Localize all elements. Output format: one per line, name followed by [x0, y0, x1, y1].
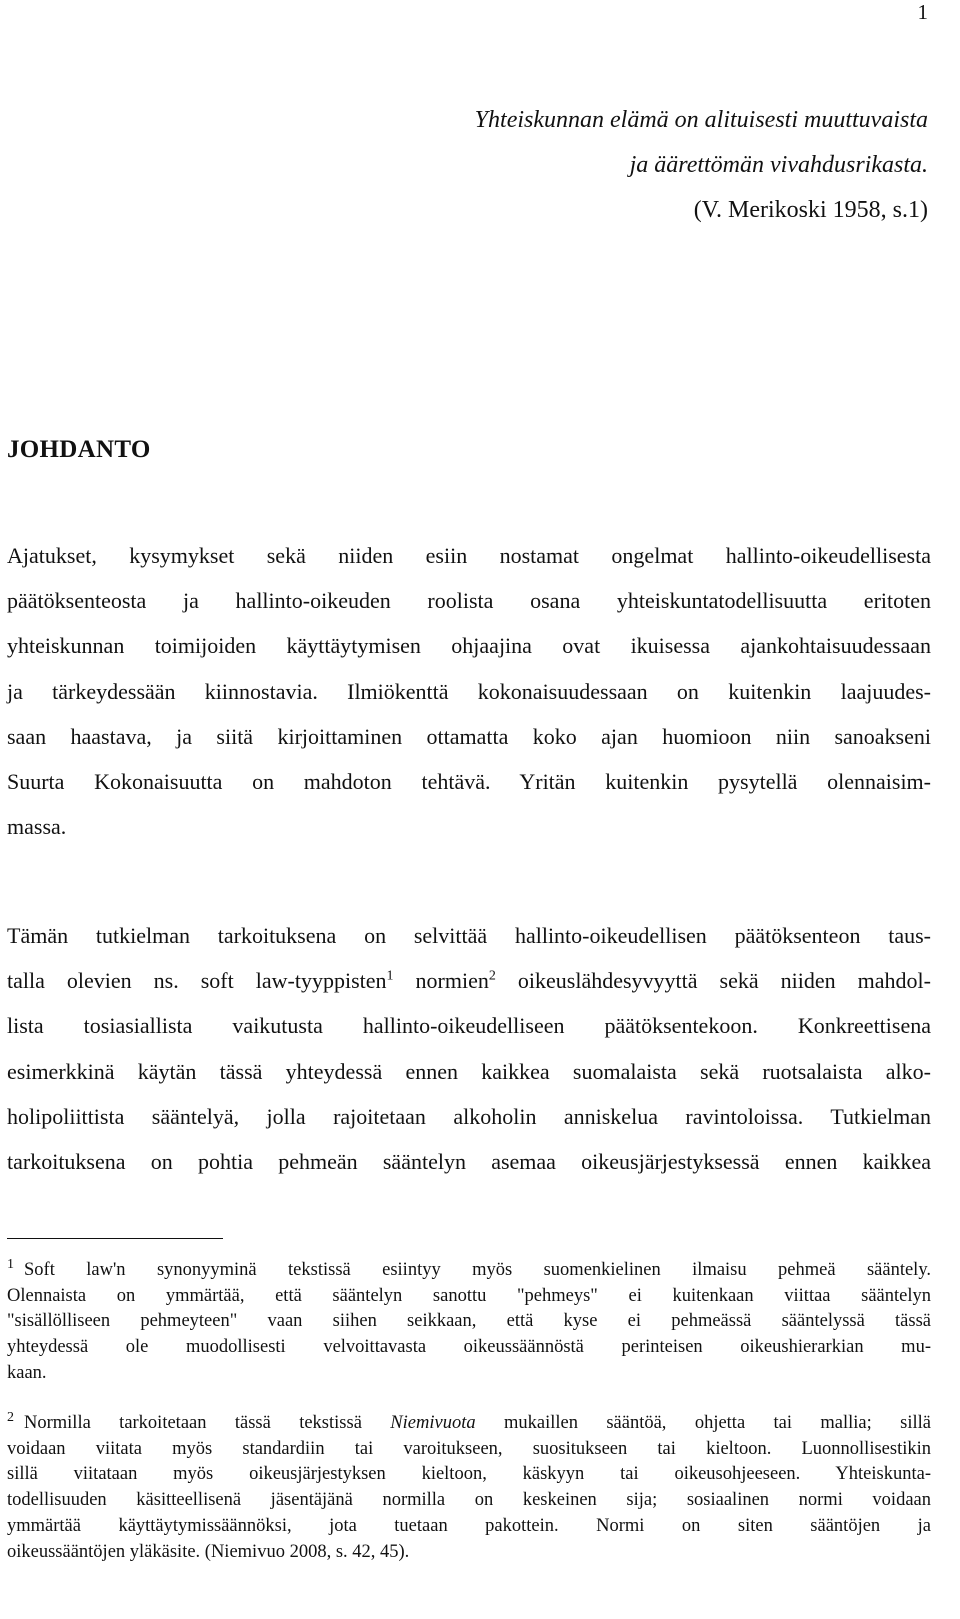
footnote-ref-1[interactable]: 1	[386, 968, 394, 984]
section-heading: JOHDANTO	[7, 436, 151, 463]
paragraph-line: päätöksenteosta ja hallinto-oikeuden roolista osana yhteiskuntatodellisuutta eritoten	[7, 588, 931, 614]
footnote-text: Normilla tarkoitetaan tässä tekstissä	[24, 1413, 391, 1433]
text-segment: oikeuslähdesyvyyttä sekä niiden mahdol-	[495, 968, 931, 994]
paragraph-line: massa.	[7, 814, 67, 840]
text-segment: normien	[393, 968, 489, 994]
epigraph-citation: (V. Merikoski 1958, s.1)	[693, 197, 928, 223]
footnote-text: Soft law'n synonyyminä tekstissä esiintyy myös suomenkielinen ilmaisu pehmeä sääntely.	[24, 1260, 931, 1280]
footnote-text: mukaillen sääntöä, ohjetta tai mallia; sillä	[475, 1413, 931, 1433]
paragraph-line: holipoliittista sääntelyä, jolla rajoitetaan alkoholin anniskelua ravintoloissa. Tutkielman	[7, 1103, 931, 1129]
footnote-ref-2[interactable]: 2	[488, 968, 496, 984]
footnote-1	[7, 1258, 931, 1387]
footnote-line: Olennaista on ymmärtää, että sääntelyn sanottu "pehmeys" ei kuitenkaan viittaa sääntelyn	[7, 1285, 931, 1306]
page-number: 1	[917, 0, 928, 24]
footnote-line: ymmärtää käyttäytymissäännöksi, jota tuetaan pakottein. Normi on siten sääntöjen ja	[7, 1515, 931, 1536]
paragraph-line: lista tosiasiallista vaikutusta hallinto-oikeudelliseen päätöksentekoon. Konkreettisena	[7, 1013, 931, 1039]
footnote-divider	[7, 1238, 223, 1239]
paragraph-line-with-footnote-refs	[7, 958, 931, 1003]
paragraph-line: Ajatukset, kysymykset sekä niiden esiin nostamat ongelmat hallinto-oikeudellisesta	[7, 543, 931, 568]
footnote-mark: 2	[7, 1409, 14, 1425]
paragraph-line: Suurta Kokonaisuutta on mahdoton tehtävä. Yritän kuitenkin pysytellä olennaisim-	[7, 769, 931, 795]
paragraph-introduction	[7, 533, 931, 849]
footnote-line	[7, 1411, 931, 1437]
footnote-line: yhteydessä ole muodollisesti velvoittavasta oikeussäännöstä perinteisen oikeushierarkian mu-	[7, 1337, 931, 1358]
footnote-line: todellisuuden käsitteellisenä jäsentäjänä normilla on keskeinen sija; sosiaalinen normi voidaan	[7, 1490, 931, 1511]
footnote-line	[7, 1258, 931, 1284]
text-segment: talla olevien ns. soft law-tyyppisten	[7, 968, 387, 994]
epigraph-line-1: Yhteiskunnan elämä on alituisesti muuttuvaista	[474, 107, 928, 133]
paragraph-line: yhteiskunnan toimijoiden käyttäytymisen ohjaajina ovat ikuisessa ajankohtaisuudessaan	[7, 633, 931, 659]
paragraph-purpose	[7, 913, 931, 1184]
paragraph-line: tarkoituksena on pohtia pehmeän sääntelyn asemaa oikeusjärjestyksessä ennen kaikkea	[7, 1149, 931, 1175]
paragraph-line: saan haastava, ja siitä kirjoittaminen ottamatta koko ajan huomioon niin sanoakseni	[7, 723, 931, 749]
epigraph	[308, 98, 928, 233]
footnote-line: "sisällölliseen pehmeyteen" vaan siihen seikkaan, että kyse ei pehmeässä sääntelyssä tässä	[7, 1311, 931, 1332]
footnote-text-italic: Niemivuota	[390, 1413, 476, 1433]
footnote-2	[7, 1411, 931, 1565]
epigraph-line-2: ja äärettömän vivahdusrikasta.	[629, 152, 928, 178]
footnote-mark: 1	[7, 1256, 14, 1272]
paragraph-line: esimerkkinä käytän tässä yhteydessä ennen kaikkea suomalaista sekä ruotsalaista alko-	[7, 1058, 931, 1084]
footnote-line: oikeussääntöjen yläkäsite. (Niemivuo 2008, s. 42, 45).	[7, 1541, 410, 1562]
paragraph-line: Tämän tutkielman tarkoituksena on selvittää hallinto-oikeudellisen päätöksenteon taus-	[7, 923, 931, 948]
footnote-line: sillä viitataan myös oikeusjärjestyksen kieltoon, käskyyn tai oikeusohjeeseen. Yhteiskunta-	[7, 1464, 931, 1485]
paragraph-line: ja tärkeydessään kiinnostavia. Ilmiökenttä kokonaisuudessaan on kuitenkin laajuudes-	[7, 678, 931, 704]
footnote-line: voidaan viitata myös standardiin tai varoitukseen, suositukseen tai kieltoon. Luonnollisestikin	[7, 1438, 931, 1459]
footnote-line: kaan.	[7, 1362, 47, 1383]
